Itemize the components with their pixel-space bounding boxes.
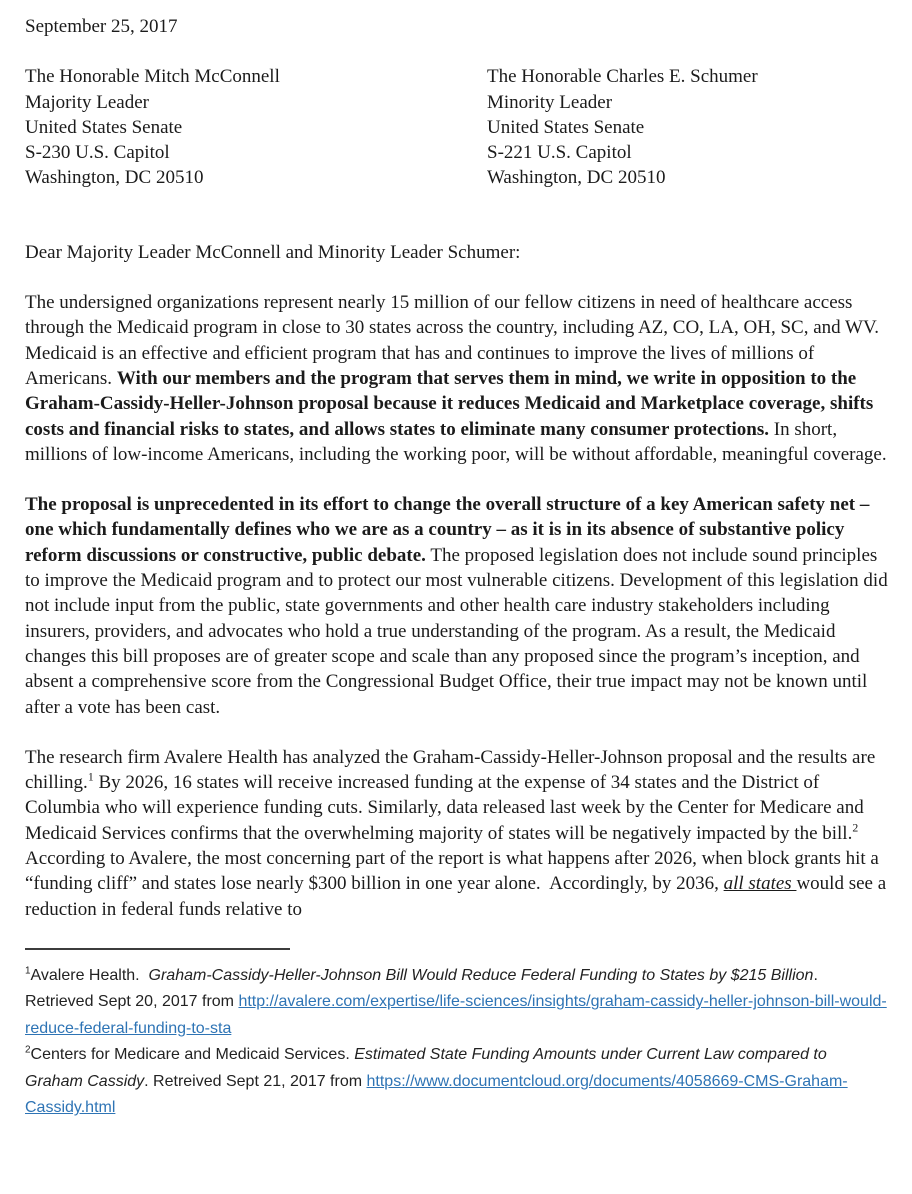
footnote-1 <box>25 963 888 1043</box>
address-line: S-221 U.S. Capitol <box>487 142 632 164</box>
text-run: The undersigned organizations represent nearly 15 million of our fellow citizens in need of healthcare access through the Medicaid program in close to 30 states across the country, including AZ, CO, LA, OH, SC, and WV. Medicaid is an effective and efficient program that has and continues to improve the lives of millions of Americans. <box>25 292 884 389</box>
footnote-link[interactable]: http://avalere.com/expertise/life-sciences/insights/graham-cassidy-heller-johnson-bill-would-reduce-federal-funding-to-sta <box>25 993 887 1037</box>
address-line: United States Senate <box>487 116 645 138</box>
text-run: . Retrieved Sept 20, 2017 from <box>25 966 823 1011</box>
text-run: Centers for Medicare and Medicaid Services. <box>30 1046 355 1064</box>
text-run: By 2026, 16 states will receive increased funding at the expense of 34 states and the District of Columbia who will experience funding cuts. Similarly, data released last week by the Center for Medicare and Medicaid Services confirms that the overwhelming majority of states will be negatively impacted by the bill. <box>25 772 869 844</box>
footnote-reference-marker: 1 <box>25 965 31 977</box>
body-paragraph-3 <box>25 745 891 922</box>
body-paragraph-1 <box>25 290 888 467</box>
footnote-separator <box>25 948 290 950</box>
recipient-address-mcconnell <box>25 64 487 190</box>
text-run: Estimated State Funding Amounts under Current Law compared to Graham Cassidy <box>25 1046 832 1090</box>
body-paragraph-2 <box>25 492 893 720</box>
footnote-reference-marker: 2 <box>852 821 859 835</box>
footnote-reference-marker: 2 <box>25 1045 31 1057</box>
footnote-area <box>25 948 888 1122</box>
text-run: The proposed legislation does not include sound principles to improve the Medicaid program and to protect our most vulnerable citizens. Development of this legislation did not include input from the public, state governments and other health care industry stakeholders including insurers, providers, and advocates who hold a true understanding of the program. As a result, the Medicaid changes this bill proposes are of greater scope and scale than any proposed since the program’s inception, and absent a comprehensive score from the Congressional Budget Office, their true impact may not be known until after a vote has been cast. <box>25 544 893 718</box>
text-run: . Retreived Sept 21, 2017 from <box>144 1072 367 1090</box>
text-run: In short, millions of low-income Americans, including the working poor, will be without affordable, meaningful coverage. <box>25 418 887 465</box>
text-run: The proposal is unprecedented in its effort to change the overall structure of a key American safety net – one which fundamentally defines who we are as a country – as it is in its absence of substantive policy reform discussions or constructive, public debate. <box>25 494 875 566</box>
text-run: According to Avalere, the most concerning part of the report is what happens after 2026, when block grants hit a “funding cliff” and states lose nearly $300 billion in one year alone. Accordingly, by 2036, <box>25 822 884 895</box>
footnotes <box>25 963 888 1122</box>
address-line: Minority Leader <box>487 91 613 113</box>
text-run: The research firm Avalere Health has analyzed the Graham-Cassidy-Heller-Johnson proposal and the results are chilling. <box>25 746 880 794</box>
salutation: Dear Majority Leader McConnell and Minority Leader Schumer: <box>25 241 521 263</box>
footnote-2 <box>25 1042 888 1122</box>
address-line: S-230 U.S. Capitol <box>25 142 170 164</box>
letter-date: September 25, 2017 <box>25 16 178 37</box>
address-line: Washington, DC 20510 <box>487 167 666 189</box>
address-line: The Honorable Mitch McConnell <box>25 66 280 88</box>
address-line: United States Senate <box>25 116 183 138</box>
address-line: The Honorable Charles E. Schumer <box>487 66 758 88</box>
text-run: With our members and the program that serves them in mind, we write in opposition to the Graham-Cassidy-Heller-Johnson proposal because it reduces Medicaid and Marketplace coverage, shifts costs and financial risks to states, and allows states to eliminate many consumer protections. <box>25 367 879 440</box>
text-run: Graham-Cassidy-Heller-Johnson Bill Would Reduce Federal Funding to States by $215 Billion <box>148 966 814 984</box>
recipient-addresses <box>25 64 888 190</box>
text-run: all states <box>723 873 797 895</box>
footnote-link[interactable]: https://www.documentcloud.org/documents/4058669-CMS-Graham-Cassidy.html <box>25 1072 848 1117</box>
text-run: would see a reduction in federal funds relative to <box>25 873 891 920</box>
text-run: Avalere Health. <box>30 966 149 984</box>
address-line: Majority Leader <box>25 91 149 113</box>
address-line: Washington, DC 20510 <box>25 167 204 189</box>
recipient-address-schumer <box>487 64 888 190</box>
footnote-reference-marker: 1 <box>87 770 94 784</box>
